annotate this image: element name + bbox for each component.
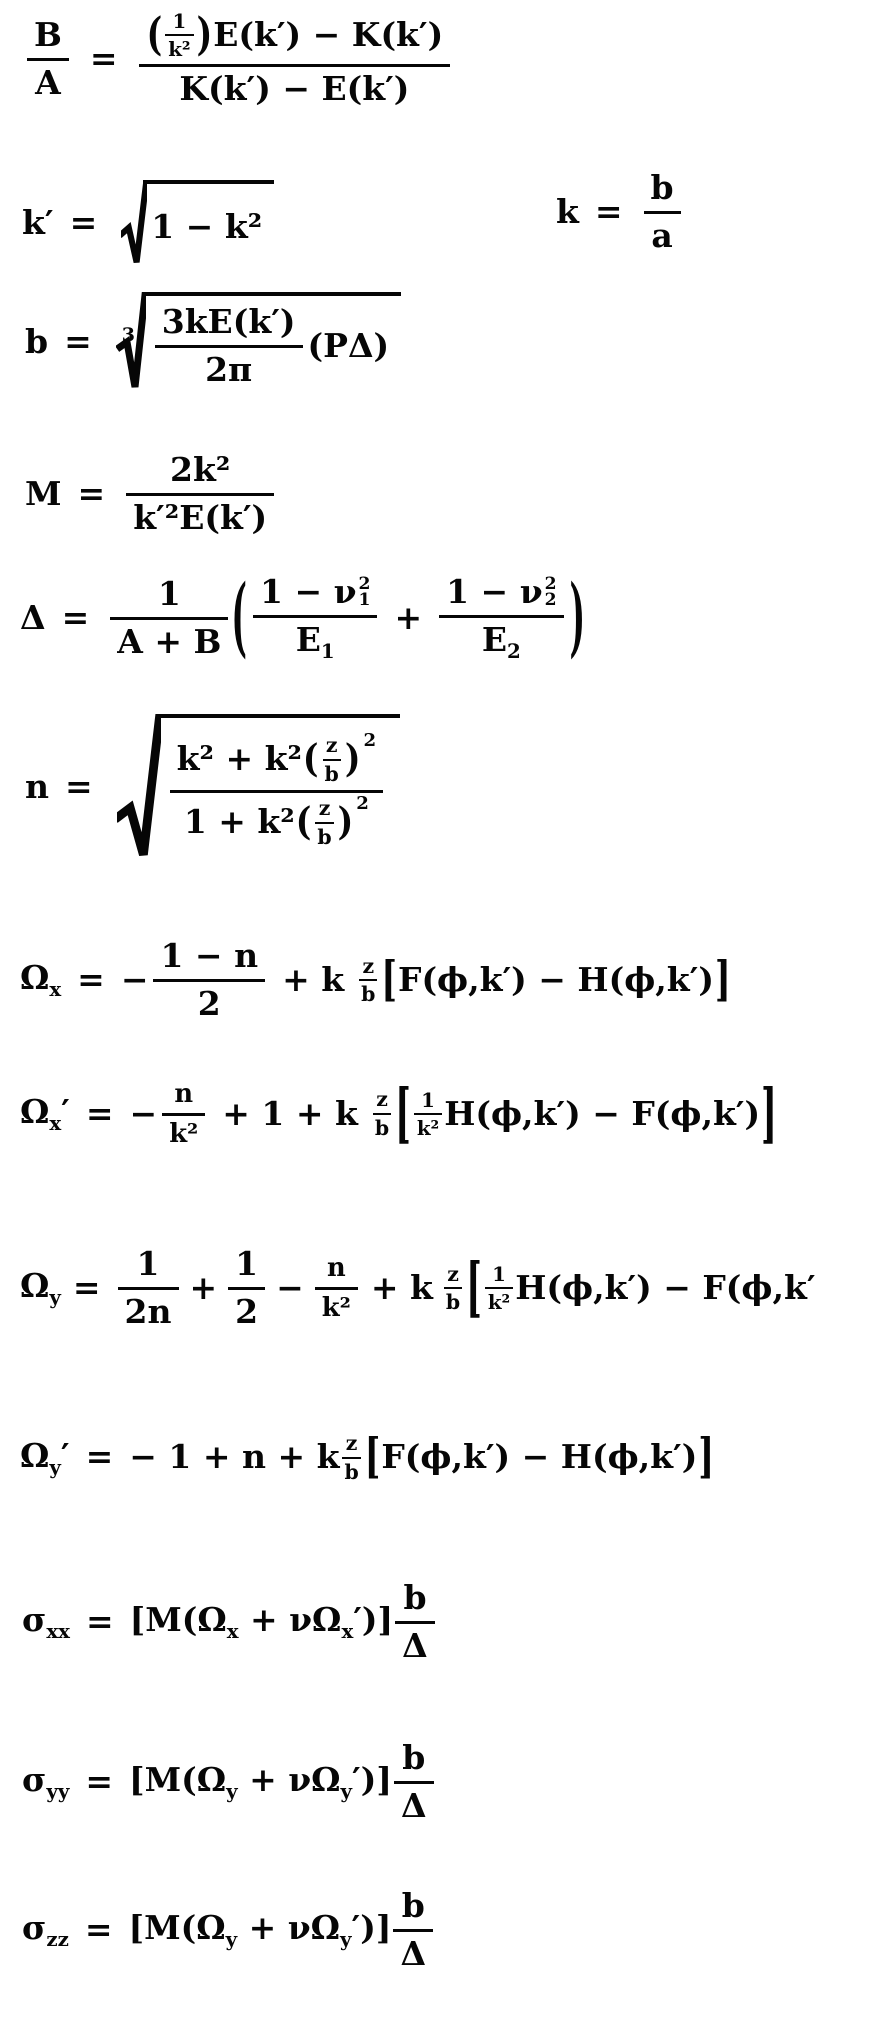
numerator-text: 1 − ν bbox=[446, 572, 543, 611]
bracket-terms: $[M(\Omega_y + \nu\Omega_y')]$ bbox=[129, 1760, 392, 1804]
bracket-terms: H(ϕ,k′) − F(ϕ,k′) bbox=[444, 1093, 761, 1133]
numerator: 2k² bbox=[170, 450, 231, 489]
equals-sign: = bbox=[65, 766, 93, 806]
equals-sign: = bbox=[594, 191, 623, 231]
equation-omega-x-prime bbox=[20, 1074, 778, 1151]
equals-sign: = bbox=[77, 473, 106, 513]
lhs-symbol: n bbox=[25, 766, 49, 806]
term1-fraction bbox=[253, 574, 377, 662]
numerator: n bbox=[174, 1079, 194, 1109]
numerator: n bbox=[326, 1253, 346, 1284]
right-paren: ) bbox=[337, 799, 354, 845]
subscript: x bbox=[49, 977, 62, 1002]
equals-sign: = bbox=[85, 1093, 114, 1133]
equals-sign: = bbox=[85, 1601, 114, 1641]
fraction-bar bbox=[155, 345, 303, 348]
subscript: x bbox=[341, 1619, 354, 1644]
lhs-symbol: Δ bbox=[20, 597, 46, 637]
fraction-bar bbox=[118, 1287, 179, 1290]
plus-sign: + bbox=[189, 1267, 218, 1307]
numerator: 1 bbox=[136, 1244, 160, 1283]
subscript: y bbox=[340, 1779, 353, 1804]
denominator: 2 bbox=[197, 983, 221, 1023]
equals-sign: = bbox=[85, 1437, 114, 1477]
factor: (PΔ) bbox=[307, 325, 390, 365]
square-root bbox=[121, 180, 274, 267]
numerator-terms: E(k′) − K(k′) bbox=[213, 14, 444, 54]
numerator-text: k² + k² bbox=[176, 739, 302, 779]
superscript: 2 bbox=[363, 729, 377, 751]
equals-sign: = bbox=[64, 321, 92, 361]
prefactor-fraction bbox=[110, 573, 228, 661]
lhs-symbol: b bbox=[25, 321, 49, 361]
equation-sigma-zz bbox=[22, 1888, 438, 1973]
fraction bbox=[644, 170, 681, 255]
right-paren: ) bbox=[196, 7, 213, 61]
terms: − 1 + n + k bbox=[129, 1437, 340, 1477]
fraction-3 bbox=[315, 1254, 358, 1323]
left-paren: ( bbox=[146, 7, 163, 61]
equation-m bbox=[25, 452, 279, 537]
lhs-symbol: $\Omega_x'$ bbox=[20, 1092, 70, 1136]
b-over-delta bbox=[395, 1580, 435, 1665]
equation-omega-y bbox=[20, 1246, 816, 1331]
fraction-bar bbox=[170, 790, 383, 793]
fraction-bar bbox=[414, 1113, 442, 1115]
equation-delta bbox=[20, 564, 586, 667]
lhs-symbol: $\Omega_x$ bbox=[20, 958, 62, 1002]
fraction-bar bbox=[139, 64, 451, 67]
inner-fraction: $\frac{1}{\text{k²}}$ bbox=[485, 1263, 513, 1313]
numerator: b bbox=[401, 1886, 425, 1925]
equation-sigma-yy bbox=[22, 1740, 439, 1825]
denominator-text: $E_1$ bbox=[295, 619, 335, 663]
equation-n bbox=[25, 714, 400, 861]
z-over-b: $\frac{z}{b}$ bbox=[324, 733, 339, 786]
fraction-bar bbox=[165, 34, 193, 36]
equals-sign: = bbox=[61, 597, 90, 637]
fraction-bar bbox=[315, 822, 333, 824]
denominator: 2π bbox=[205, 349, 253, 389]
superscript: 2 bbox=[358, 574, 371, 595]
subscript: y bbox=[49, 1454, 61, 1479]
radicand: 1 − k² bbox=[151, 206, 263, 246]
subscript: y bbox=[226, 1779, 238, 1804]
cube-root bbox=[116, 292, 401, 392]
equation-omega-x bbox=[20, 938, 732, 1023]
radical-sign-icon bbox=[117, 714, 161, 861]
denominator: a bbox=[651, 215, 673, 255]
equals-sign: = bbox=[89, 38, 118, 78]
fraction-bar bbox=[253, 615, 377, 618]
fraction-bar bbox=[393, 1929, 433, 1932]
denominator: Δ bbox=[400, 1785, 427, 1825]
equals-sign: = bbox=[84, 1909, 113, 1949]
left-bracket: [ bbox=[381, 950, 398, 1008]
subscript: yy bbox=[46, 1779, 70, 1804]
numerator-text: 1 − ν bbox=[260, 572, 357, 611]
sup-sub-stack bbox=[359, 576, 371, 609]
fraction-bar bbox=[439, 615, 563, 618]
numerator: 1 bbox=[172, 9, 187, 33]
numerator: b bbox=[402, 1738, 426, 1777]
plus-sign: + bbox=[394, 597, 423, 637]
equation-k bbox=[556, 170, 686, 255]
numerator: 1 bbox=[157, 573, 181, 613]
inner-fraction bbox=[170, 729, 383, 849]
fraction-bar bbox=[162, 1113, 205, 1116]
fraction-bar bbox=[110, 617, 228, 620]
equation-b bbox=[25, 292, 401, 392]
numerator: b bbox=[403, 1578, 427, 1617]
denominator: 2 bbox=[235, 1291, 259, 1331]
b-over-delta bbox=[394, 1740, 434, 1825]
subscript: zz bbox=[46, 1927, 69, 1952]
fraction-bar bbox=[485, 1287, 513, 1289]
fraction-bar bbox=[315, 1287, 358, 1290]
left-bracket: [ bbox=[466, 1248, 482, 1325]
denominator: A bbox=[35, 62, 61, 102]
numerator: 1 bbox=[235, 1244, 259, 1283]
fraction bbox=[153, 938, 265, 1023]
left-bracket: [ bbox=[395, 1074, 411, 1151]
numerator: 1 − n bbox=[160, 936, 259, 975]
fraction-bar bbox=[395, 1621, 435, 1624]
fraction bbox=[126, 452, 274, 537]
equals-sign: = bbox=[85, 1761, 113, 1801]
numerator: 3kE(k′) bbox=[161, 301, 296, 341]
right-paren: ) bbox=[569, 564, 586, 667]
fraction-bar bbox=[342, 1457, 360, 1459]
operator: + k bbox=[282, 959, 345, 999]
denominator: Δ bbox=[402, 1625, 428, 1665]
prime-mark: ′ bbox=[61, 1092, 70, 1132]
rhs-fraction bbox=[139, 7, 451, 109]
denominator: 2n bbox=[124, 1291, 172, 1331]
equals-sign: = bbox=[77, 959, 105, 999]
bracket-terms: F(ϕ,k′) − H(ϕ,k′) bbox=[398, 959, 714, 999]
right-bracket: ] bbox=[714, 950, 731, 1008]
inner-fraction bbox=[165, 10, 193, 60]
fraction-bar bbox=[373, 1113, 391, 1115]
fraction-1 bbox=[118, 1246, 179, 1331]
subscript: x bbox=[49, 1111, 62, 1136]
left-paren: ( bbox=[302, 736, 319, 782]
denominator: A + B bbox=[117, 621, 222, 661]
fraction-bar bbox=[27, 58, 69, 61]
fraction-bar bbox=[444, 1287, 462, 1289]
term2-fraction bbox=[439, 574, 563, 662]
denominator-text: $E_2$ bbox=[481, 619, 521, 663]
lhs-symbol: $\sigma_{xx}$ bbox=[22, 1600, 70, 1644]
subscript: 1 bbox=[358, 590, 371, 611]
equation-omega-y-prime bbox=[20, 1428, 715, 1485]
denominator: Δ bbox=[400, 1933, 427, 1973]
z-over-b: $\frac{z}{b}$ bbox=[344, 1431, 359, 1484]
equation-sigma-xx bbox=[22, 1580, 440, 1665]
lhs-symbol: $\sigma_{zz}$ bbox=[22, 1908, 69, 1952]
equals-sign: = bbox=[72, 1267, 101, 1307]
subscript: 1 bbox=[320, 638, 335, 663]
right-bracket: ] bbox=[761, 1074, 777, 1151]
equals-sign: = bbox=[69, 202, 98, 242]
root-index: 3 bbox=[121, 324, 135, 346]
inner-fraction bbox=[155, 301, 303, 389]
denominator: k² bbox=[321, 1292, 351, 1323]
equation-b-over-a bbox=[22, 7, 455, 109]
fraction-bar bbox=[153, 979, 265, 982]
operator: + 1 + k bbox=[222, 1093, 358, 1133]
bracket-terms: $[M(\Omega_x + \nu\Omega_x')]$ bbox=[129, 1600, 394, 1644]
inner-fraction: $\frac{1}{\text{k²}}$ bbox=[414, 1089, 442, 1139]
subscript: y bbox=[340, 1927, 352, 1952]
minus-sign: − bbox=[129, 1093, 158, 1133]
bracket-terms: $[M(\Omega_y + \nu\Omega_y')]$ bbox=[128, 1908, 392, 1952]
denominator-text: 1 + k² bbox=[183, 802, 295, 842]
prime-mark: ′ bbox=[60, 1435, 70, 1475]
lhs-symbol: k bbox=[556, 191, 579, 231]
lhs-symbol: k′ bbox=[22, 202, 54, 242]
fraction bbox=[162, 1080, 205, 1149]
right-bracket: ] bbox=[698, 1428, 714, 1485]
bracket-terms: H(ϕ,k′) − F(ϕ,k′ bbox=[515, 1267, 816, 1307]
denominator: k′²E(k′) bbox=[133, 497, 268, 537]
subscript: xx bbox=[46, 1619, 70, 1644]
bracket-terms: F(ϕ,k′) − H(ϕ,k′) bbox=[381, 1437, 698, 1477]
lhs-symbol: $\Omega_y$ bbox=[20, 1266, 61, 1310]
right-paren: ) bbox=[344, 736, 361, 782]
z-over-b: $\frac{z}{b}$ bbox=[374, 1087, 390, 1141]
operator: + k bbox=[370, 1267, 433, 1307]
lhs-fraction bbox=[27, 14, 69, 102]
denominator-terms: K(k′) − E(k′) bbox=[179, 69, 410, 109]
equation-k-prime bbox=[22, 180, 274, 267]
subscript: y bbox=[225, 1927, 238, 1952]
fraction-bar bbox=[323, 759, 341, 761]
fraction-bar bbox=[359, 979, 377, 981]
fraction-bar bbox=[126, 493, 274, 496]
sup-sub-stack bbox=[545, 576, 557, 609]
superscript: 2 bbox=[356, 792, 369, 814]
fraction-2 bbox=[228, 1246, 265, 1331]
subscript: 2 bbox=[544, 590, 557, 611]
numerator: b bbox=[650, 168, 674, 207]
superscript: 2 bbox=[544, 574, 557, 595]
z-over-b: $\frac{z}{b}$ bbox=[361, 953, 376, 1007]
z-over-b: $\frac{z}{b}$ bbox=[317, 795, 332, 849]
denominator: k² bbox=[169, 1118, 199, 1149]
left-bracket: [ bbox=[364, 1428, 381, 1485]
subscript: x bbox=[226, 1619, 239, 1644]
lhs-symbol: $\sigma_{yy}$ bbox=[22, 1760, 70, 1804]
fraction-bar bbox=[644, 211, 681, 214]
b-over-delta bbox=[393, 1888, 433, 1973]
z-over-b: $\frac{z}{b}$ bbox=[445, 1261, 461, 1315]
subscript: 2 bbox=[507, 638, 521, 663]
left-paren: ( bbox=[231, 564, 248, 667]
fraction-bar bbox=[394, 1781, 434, 1784]
subscript: y bbox=[49, 1285, 61, 1310]
numerator: B bbox=[34, 14, 62, 54]
fraction-bar bbox=[228, 1287, 265, 1290]
square-root bbox=[117, 714, 400, 861]
left-paren: ( bbox=[295, 799, 312, 845]
lhs-symbol: $\Omega_y'$ bbox=[20, 1435, 70, 1479]
minus-sign: − bbox=[276, 1267, 304, 1307]
minus-sign: − bbox=[120, 959, 149, 999]
denominator: k² bbox=[168, 37, 191, 62]
lhs-symbol: M bbox=[25, 473, 62, 513]
